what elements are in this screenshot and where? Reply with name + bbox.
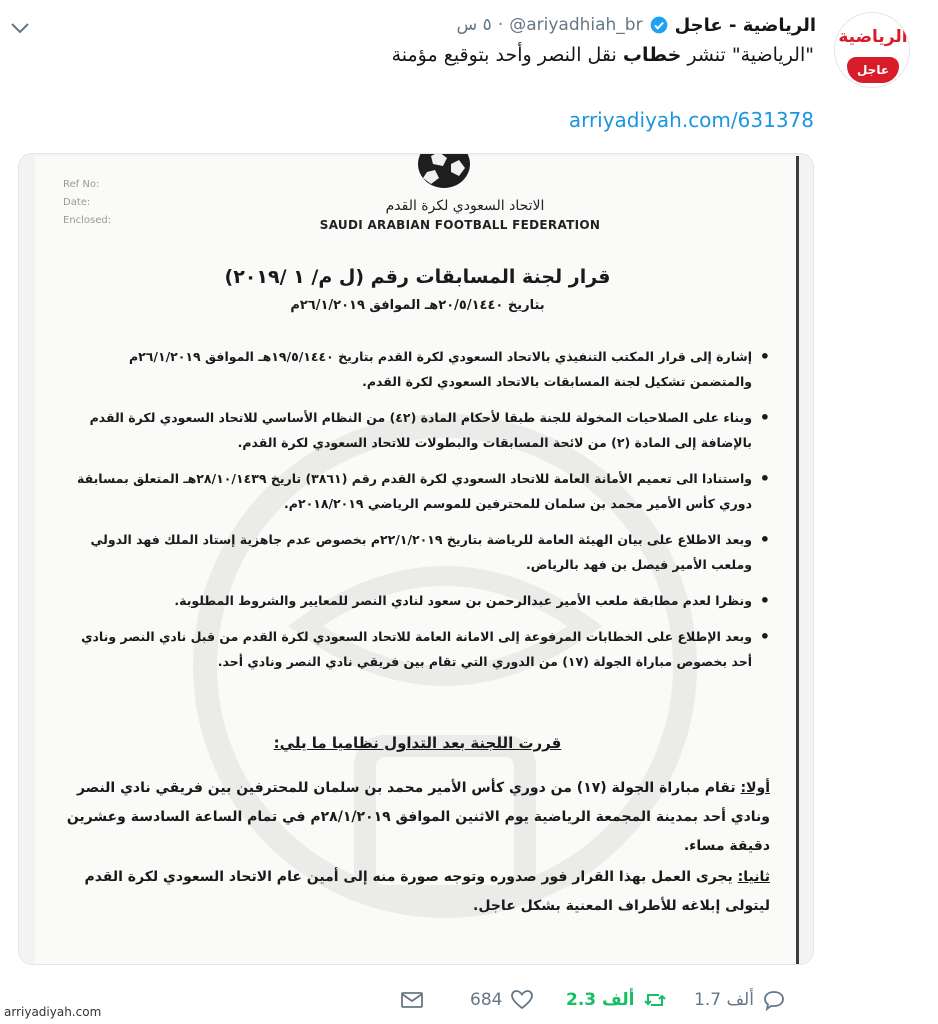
reply-count: 1.7 ألف xyxy=(694,990,754,1010)
author-name[interactable]: الرياضية - عاجل xyxy=(674,14,816,36)
decision-date: بتاريخ ٢٠/٥/١٤٤٠هـ الموافق ٢٦/١/٢٠١٩م xyxy=(290,298,545,313)
chevron-down-icon[interactable] xyxy=(8,16,32,40)
verified-badge-icon xyxy=(649,15,669,35)
preamble-list xyxy=(65,344,770,685)
envelope-icon xyxy=(400,988,424,1012)
tweet-header xyxy=(457,12,816,38)
list-item: • وبناء على الصلاحيات المخولة للجنة طبقا لأحكام المادة (٤٢) من النظام الأساسي للاتحاد السعودي لكرة القدم بالإضافة إلى المادة (٢) من لائحة المسابقات والبطولات للاتحاد السعودي لكرة القدم. xyxy=(65,405,770,455)
federation-name-arabic: الاتحاد السعودي لكرة القدم xyxy=(385,198,545,214)
tweet-text-prefix: "الرياضية" تنشر xyxy=(681,44,814,66)
tweet-text xyxy=(214,44,814,66)
clause-second xyxy=(65,863,770,921)
list-item: • واستنادا الى تعميم الأمانة العامة للاتحاد السعودي لكرة القدم رقم (٣٨٦١) تاريخ ٢٨/١٠/١٤٣٩هـ المتعلق بمسابقة دوري كأس الأمير محمد بن سلمان للمحترفين للموسم الرياضي ٢٠١٨/٢٠١٩م. xyxy=(65,466,770,516)
author-handle[interactable]: @ariyadhiah_br xyxy=(509,15,643,35)
like-button[interactable] xyxy=(470,985,534,1015)
tweet-text-bold: خطاب xyxy=(622,44,682,66)
retweet-count: 2.3 ألف xyxy=(566,990,635,1010)
clause-label: أولا: xyxy=(740,780,770,796)
avatar-brand-text: الرياضية xyxy=(838,27,908,47)
tweet-text-suffix: نقل النصر وأحد بتوقيع مؤمنة xyxy=(391,44,623,66)
tweet-media-image[interactable] xyxy=(18,153,814,965)
list-item: • إشارة إلى قرار المكتب التنفيذي بالاتحاد السعودي لكرة القدم بتاريخ ١٩/٥/١٤٤٠هـ الموافق ٢٦/١/٢٠١٩م والمتضمن تشكيل لجنة المسابقات بالاتحاد السعودي لكرة القدم. xyxy=(65,344,770,394)
clause-label: ثانيا: xyxy=(737,869,770,885)
footer-site-watermark: arriyadiyah.com xyxy=(4,1005,102,1019)
clause-first xyxy=(65,774,770,861)
clause-text: يجرى العمل بهذا القرار فور صدوره وتوجه صورة منه إلى أمين عام الاتحاد السعودي لكرة القدم ليتولى إبلاغه للأطراف المعنية بشكل عاجل. xyxy=(84,869,770,914)
federation-logo-ball-icon xyxy=(413,153,475,190)
dm-button[interactable] xyxy=(400,985,424,1015)
clause-text: تقام مباراة الجولة (١٧) من دوري كأس الأمير محمد بن سلمان للمحترفين بين فريقي نادي النصر ونادي أحد بمدينة المجمعة الرياضية يوم الاثنين الموافق ٢٨/١/٢٠١٩م في تمام الساعة السادسة وعشرين دقيقة مساء. xyxy=(66,780,770,854)
list-item: • وبعد الاطلاع على بيان الهيئة العامة للرياضة بتاريخ ٢٢/١/٢٠١٩م بخصوص عدم جاهزية إستاد الملك فهد الدولي وملعب الأمير فيصل بن فهد بالرياض. xyxy=(65,527,770,577)
document-refs xyxy=(63,176,111,230)
reply-button[interactable] xyxy=(694,985,786,1015)
retweet-icon xyxy=(643,988,667,1012)
ref-line: Ref No: xyxy=(63,179,100,190)
decision-clauses xyxy=(65,774,770,923)
heart-icon xyxy=(510,988,534,1012)
like-count: 684 xyxy=(470,990,503,1010)
retweet-button[interactable] xyxy=(566,985,667,1015)
ref-line: Date: xyxy=(63,197,91,208)
reply-icon xyxy=(762,988,786,1012)
scanned-document xyxy=(35,156,799,964)
decision-title: قرار لجنة المسابقات رقم (ل م/ ١ /٢٠١٩) xyxy=(224,266,611,288)
list-item: • وبعد الإطلاع على الخطابات المرفوعة إلى الامانة العامة للاتحاد السعودي لكرة القدم من قبل نادي النصر ونادي أحد بخصوص مباراة الجولة (١٧) من الدوري التي تقام بين فريقي نادي النصر ونادي أحد. xyxy=(65,624,770,674)
list-item: • ونظرا لعدم مطابقة ملعب الأمير عبدالرحمن بن سعود لنادي النصر للمعايير والشروط المطلوبة. xyxy=(65,588,770,613)
avatar-badge: عاجل xyxy=(847,57,899,83)
ref-line: Enclosed: xyxy=(63,215,112,226)
federation-name-english: SAUDI ARABIAN FOOTBALL FEDERATION xyxy=(319,218,601,232)
separator-dot: · xyxy=(497,15,504,35)
tweet-link[interactable]: arriyadiyah.com/631378 xyxy=(568,108,814,132)
decision-heading: قررت اللجنة بعد التداول نظاميا ما يلي: xyxy=(273,734,562,752)
avatar[interactable] xyxy=(834,12,910,88)
tweet-time[interactable]: ٥ س xyxy=(456,15,492,35)
